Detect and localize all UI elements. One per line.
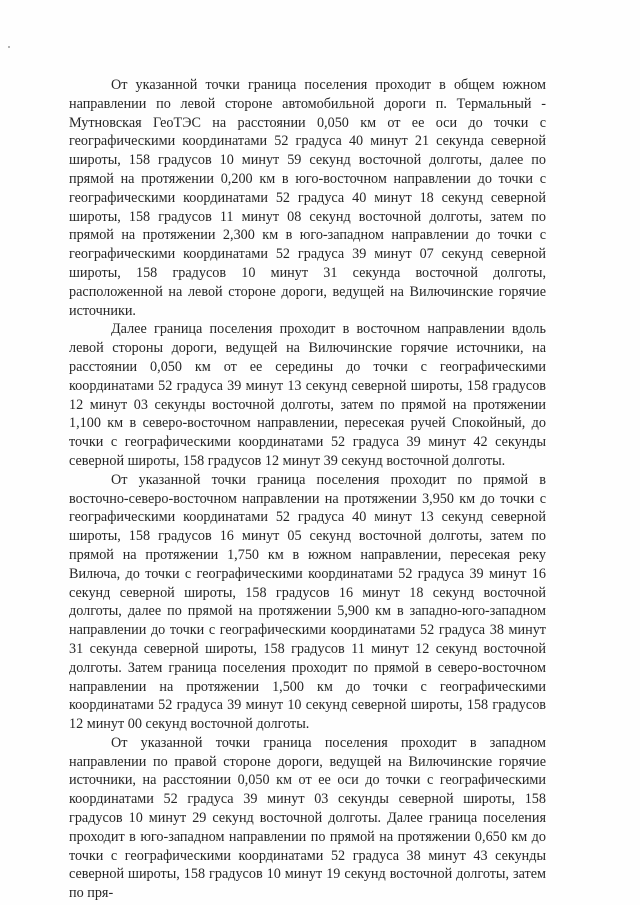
paragraph-1: От указанной точки граница поселения проходит в общем южном направлении по левой стороне автомобильной дороги п. Термальный - Мутновская ГеоТЭС на расстоянии 0,050 км от ее оси до точки с географическими координатами 52 градуса 40 минут 21 секунда северной широты, 158 градусов 10 минут 59 секунд восточной долготы, далее по прямой на протяжении 0,200 км в юго-восточном направлении до точки с географическими координатами 52 градуса 40 минут 18 секунд северной широты, 158 градусов 11 минут 08 секунд восточной долготы, затем по прямой на протяжении 2,300 км в юго-западном направлении до точки с географическими координатами 52 градуса 39 минут 07 секунд северной широты, 158 градусов 10 минут 31 секунда восточной долготы, расположенной на левой стороне дороги, ведущей на Вилючинские горячие источники. — [69, 77, 546, 319]
paragraph-4: От указанной точки граница поселения проходит в западном направлении по правой стороне дороги, ведущей на Вилючинские горячие источники, на расстоянии 0,050 км от ее оси до точки с географическими координатами 52 градуса 39 минут 03 секунды северной широты, 158 градусов 10 минут 29 секунд восточной долготы. Далее граница поселения проходит в юго-западном направлении по прямой на протяжении 0,650 км до точки с географическими координатами 52 градуса 38 минут 43 секунды северной широты, 158 градусов 10 минут 19 секунд восточной долготы, затем по пря- — [69, 734, 546, 902]
scan-speck — [8, 46, 10, 48]
paragraph-3: От указанной точки граница поселения проходит по прямой в восточно-северо-восточном направлении на протяжении 3,950 км до точки с географическими координатами 52 градуса 40 минут 13 секунд северной широты, 158 градусов 16 минут 05 секунд восточной долготы, затем по прямой на протяжении 1,750 км в южном направлении, пересекая реку Вилюча, до точки с географическими координатами 52 градуса 39 минут 16 секунд северной широты, 158 градусов 16 минут 18 секунд восточной долготы, далее по прямой на протяжении 5,900 км в западно-юго-западном направлении до точки с географическими координатами 52 градуса 38 минут 31 секунда северной широты, 158 градусов 11 минут 12 секунд восточной долготы. Затем граница поселения проходит по прямой в северо-восточном направлении на протяжении 1,500 км до точки с географическими координатами 52 градуса 39 минут 10 секунд северной широты, 158 градусов 12 минут 00 секунд восточной долготы. — [69, 471, 546, 733]
paragraph-2: Далее граница поселения проходит в восточном направлении вдоль левой стороны дороги, ведущей на Вилючинские горячие источники, на расстоянии 0,050 км от ее середины до точки с географическими координатами 52 градуса 39 минут 13 секунд северной широты, 158 градусов 12 минут 03 секунды восточной долготы, затем по прямой на протяжении 1,100 км в северо-восточном направлении, пересекая ручей Спокойный, до точки с географическими координатами 52 градуса 39 минут 42 секунды северной широты, 158 градусов 12 минут 39 секунд восточной долготы. — [69, 321, 546, 469]
document-body — [69, 76, 546, 903]
